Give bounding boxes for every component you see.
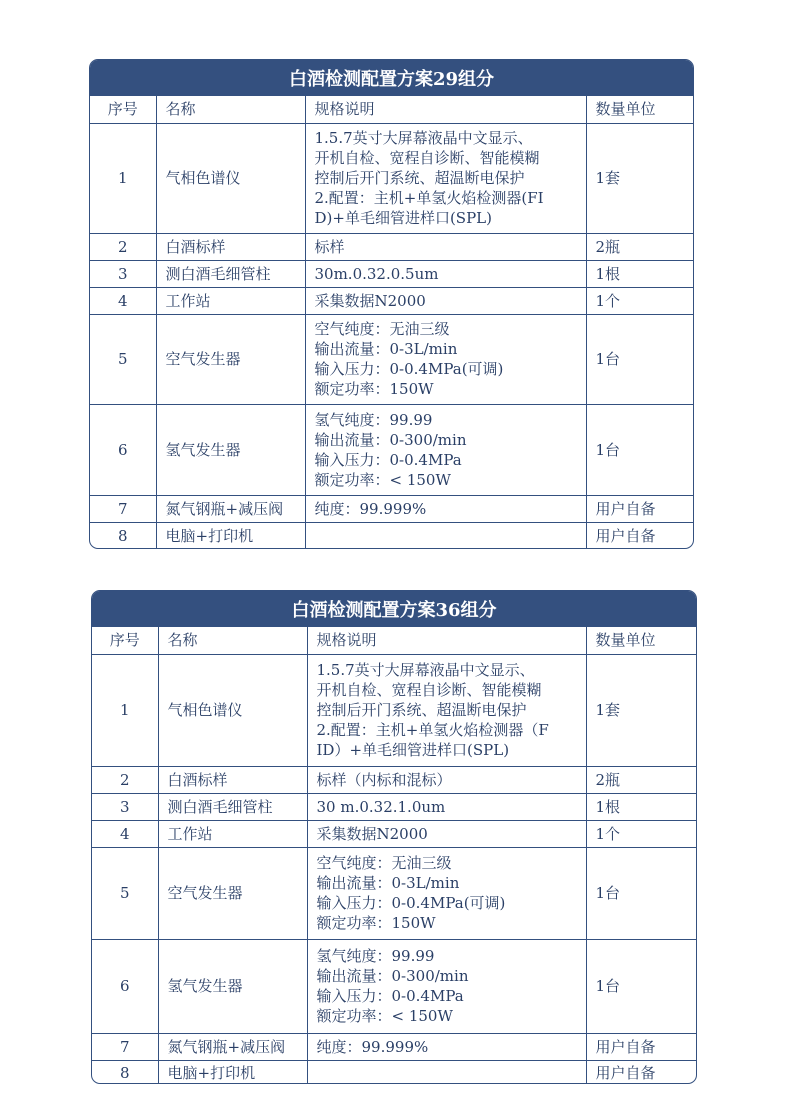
- table-row: [92, 766, 696, 793]
- table-row: [90, 260, 693, 287]
- item-name: 工作站: [158, 820, 307, 847]
- item-quantity: 1个: [586, 287, 693, 314]
- config-table-36: [91, 590, 697, 1084]
- spec-line: 输入压力：0-0.4MPa(可调): [314, 360, 504, 378]
- header-spec: 规格说明: [305, 96, 586, 123]
- spec-line: 1.5.7英寸大屏幕液晶中文显示、: [314, 129, 533, 147]
- item-quantity: 1台: [586, 939, 696, 1033]
- spec-line: 输出流量：0-3L/min: [316, 874, 460, 892]
- row-number: 4: [90, 287, 156, 314]
- item-spec: [305, 123, 586, 233]
- table-row: [90, 522, 693, 549]
- config-grid: [92, 627, 696, 1084]
- table-title: 白酒检测配置方案29组分: [90, 60, 693, 96]
- spec-line: 控制后开门系统、超温断电保护: [314, 169, 525, 187]
- spec-line: 开机自检、宽程自诊断、智能模糊: [314, 149, 540, 167]
- row-number: 3: [90, 260, 156, 287]
- table-title: 白酒检测配置方案36组分: [92, 591, 696, 627]
- item-name: 工作站: [156, 287, 305, 314]
- table-row: [90, 495, 693, 522]
- item-quantity: 1套: [586, 654, 696, 766]
- item-quantity: 1台: [586, 404, 693, 495]
- spec-line: 输出流量：0-3L/min: [314, 340, 458, 358]
- spec-line: 采集数据N2000: [316, 824, 428, 843]
- item-quantity: 1台: [586, 314, 693, 404]
- table-row: [90, 314, 693, 404]
- item-spec: [307, 654, 586, 766]
- table-row: [90, 404, 693, 495]
- item-spec: [305, 233, 586, 260]
- item-spec: [305, 404, 586, 495]
- row-number: 8: [90, 522, 156, 549]
- item-quantity: 1根: [586, 793, 696, 820]
- spec-line: 额定功率：150W: [316, 914, 436, 932]
- item-name: 氮气钢瓶+减压阀: [156, 495, 305, 522]
- item-spec: [307, 766, 586, 793]
- spec-line: 氢气纯度：99.99: [314, 410, 433, 429]
- item-name: 气相色谱仪: [158, 654, 307, 766]
- row-number: 1: [90, 123, 156, 233]
- item-spec: [307, 847, 586, 939]
- spec-line: 空气纯度：无油三级: [314, 320, 450, 338]
- item-spec: [305, 314, 586, 404]
- spec-line: 30 m.0.32.1.0um: [316, 797, 446, 816]
- row-number: 1: [92, 654, 158, 766]
- item-quantity: 1套: [586, 123, 693, 233]
- table-row: [92, 1060, 696, 1084]
- spec-line: 输入压力：0-0.4MPa(可调): [316, 894, 506, 912]
- item-name: 白酒标样: [156, 233, 305, 260]
- item-name: 空气发生器: [156, 314, 305, 404]
- item-spec: [307, 820, 586, 847]
- item-quantity: 2瓶: [586, 766, 696, 793]
- item-quantity: 用户自备: [595, 527, 656, 546]
- config-grid: [90, 96, 693, 549]
- header-row: [92, 627, 696, 654]
- table-row: [92, 654, 696, 766]
- spec-line: 控制后开门系统、超温断电保护: [316, 701, 527, 719]
- row-number: 6: [90, 404, 156, 495]
- spec-line: 2.配置：主机+单氢火焰检测器(FI: [314, 189, 544, 207]
- item-quantity: 用户自备: [595, 1063, 656, 1082]
- item-spec: [307, 793, 586, 820]
- row-number: 5: [90, 314, 156, 404]
- item-name: 测白酒毛细管柱: [156, 260, 305, 287]
- item-spec: [307, 1033, 586, 1060]
- row-number: 7: [92, 1033, 158, 1060]
- spec-line: 30m.0.32.0.5um: [314, 264, 439, 283]
- header-no: 序号: [90, 96, 156, 123]
- spec-line: 额定功率：< 150W: [316, 1007, 453, 1025]
- item-name: 氮气钢瓶+减压阀: [158, 1033, 307, 1060]
- item-spec: [305, 260, 586, 287]
- spec-line: ID）+单毛细管进样口(SPL): [316, 741, 510, 759]
- spec-line: 输入压力：0-0.4MPa: [314, 450, 462, 469]
- spec-line: 标样（内标和混标）: [316, 770, 452, 789]
- table-row: [90, 233, 693, 260]
- spec-line: 纯度：99.999%: [314, 499, 427, 518]
- row-number: 2: [92, 766, 158, 793]
- row-number: 3: [92, 793, 158, 820]
- spec-line: 输出流量：0-300/min: [316, 967, 469, 985]
- row-number: 6: [92, 939, 158, 1033]
- spec-line: D)+单毛细管进样口(SPL): [314, 209, 492, 227]
- table-row: [90, 123, 693, 233]
- header-row: [90, 96, 693, 123]
- table-row: [90, 287, 693, 314]
- item-quantity: 用户自备: [586, 1033, 696, 1060]
- item-quantity: 1台: [586, 847, 696, 939]
- header-name: 名称: [158, 627, 307, 654]
- item-spec: [305, 495, 586, 522]
- spec-line: 纯度：99.999%: [316, 1037, 429, 1056]
- header-name: 名称: [156, 96, 305, 123]
- table-row: [92, 820, 696, 847]
- item-spec: [305, 287, 586, 314]
- spec-line: 2.配置：主机+单氢火焰检测器（F: [316, 721, 549, 739]
- item-name: 白酒标样: [158, 766, 307, 793]
- item-quantity: 1个: [586, 820, 696, 847]
- table-row: [92, 847, 696, 939]
- spec-line: 额定功率：< 150W: [314, 470, 451, 489]
- spec-line: 输入压力：0-0.4MPa: [316, 987, 464, 1005]
- item-name: 气相色谱仪: [156, 123, 305, 233]
- item-quantity: 2瓶: [586, 233, 693, 260]
- item-spec: [307, 939, 586, 1033]
- item-name: 空气发生器: [158, 847, 307, 939]
- spec-line: 空气纯度：无油三级: [316, 854, 452, 872]
- row-number: 2: [90, 233, 156, 260]
- item-spec: [305, 522, 586, 549]
- spec-line: 输出流量：0-300/min: [314, 430, 467, 449]
- header-no: 序号: [92, 627, 158, 654]
- header-qty: 数量单位: [586, 627, 696, 654]
- item-spec: [307, 1060, 586, 1084]
- item-name: 电脑+打印机: [156, 522, 305, 549]
- item-name: 氢气发生器: [156, 404, 305, 495]
- item-name: 测白酒毛细管柱: [158, 793, 307, 820]
- spec-line: 开机自检、宽程自诊断、智能模糊: [316, 681, 542, 699]
- spec-line: 1.5.7英寸大屏幕液晶中文显示、: [316, 661, 535, 679]
- config-table-29: [89, 59, 694, 549]
- row-number: 5: [92, 847, 158, 939]
- spec-line: 采集数据N2000: [314, 291, 426, 310]
- row-number: 4: [92, 820, 158, 847]
- table-row: [92, 793, 696, 820]
- item-quantity: 1根: [586, 260, 693, 287]
- item-quantity: 用户自备: [586, 495, 693, 522]
- item-name: 电脑+打印机: [158, 1060, 307, 1084]
- row-number: 7: [90, 495, 156, 522]
- table-row: [92, 1033, 696, 1060]
- header-spec: 规格说明: [307, 627, 586, 654]
- row-number: 8: [92, 1060, 158, 1084]
- table-row: [92, 939, 696, 1033]
- header-qty: 数量单位: [586, 96, 693, 123]
- item-name: 氢气发生器: [158, 939, 307, 1033]
- spec-line: 标样: [314, 237, 345, 256]
- spec-line: 氢气纯度：99.99: [316, 947, 435, 965]
- spec-line: 额定功率：150W: [314, 380, 434, 398]
